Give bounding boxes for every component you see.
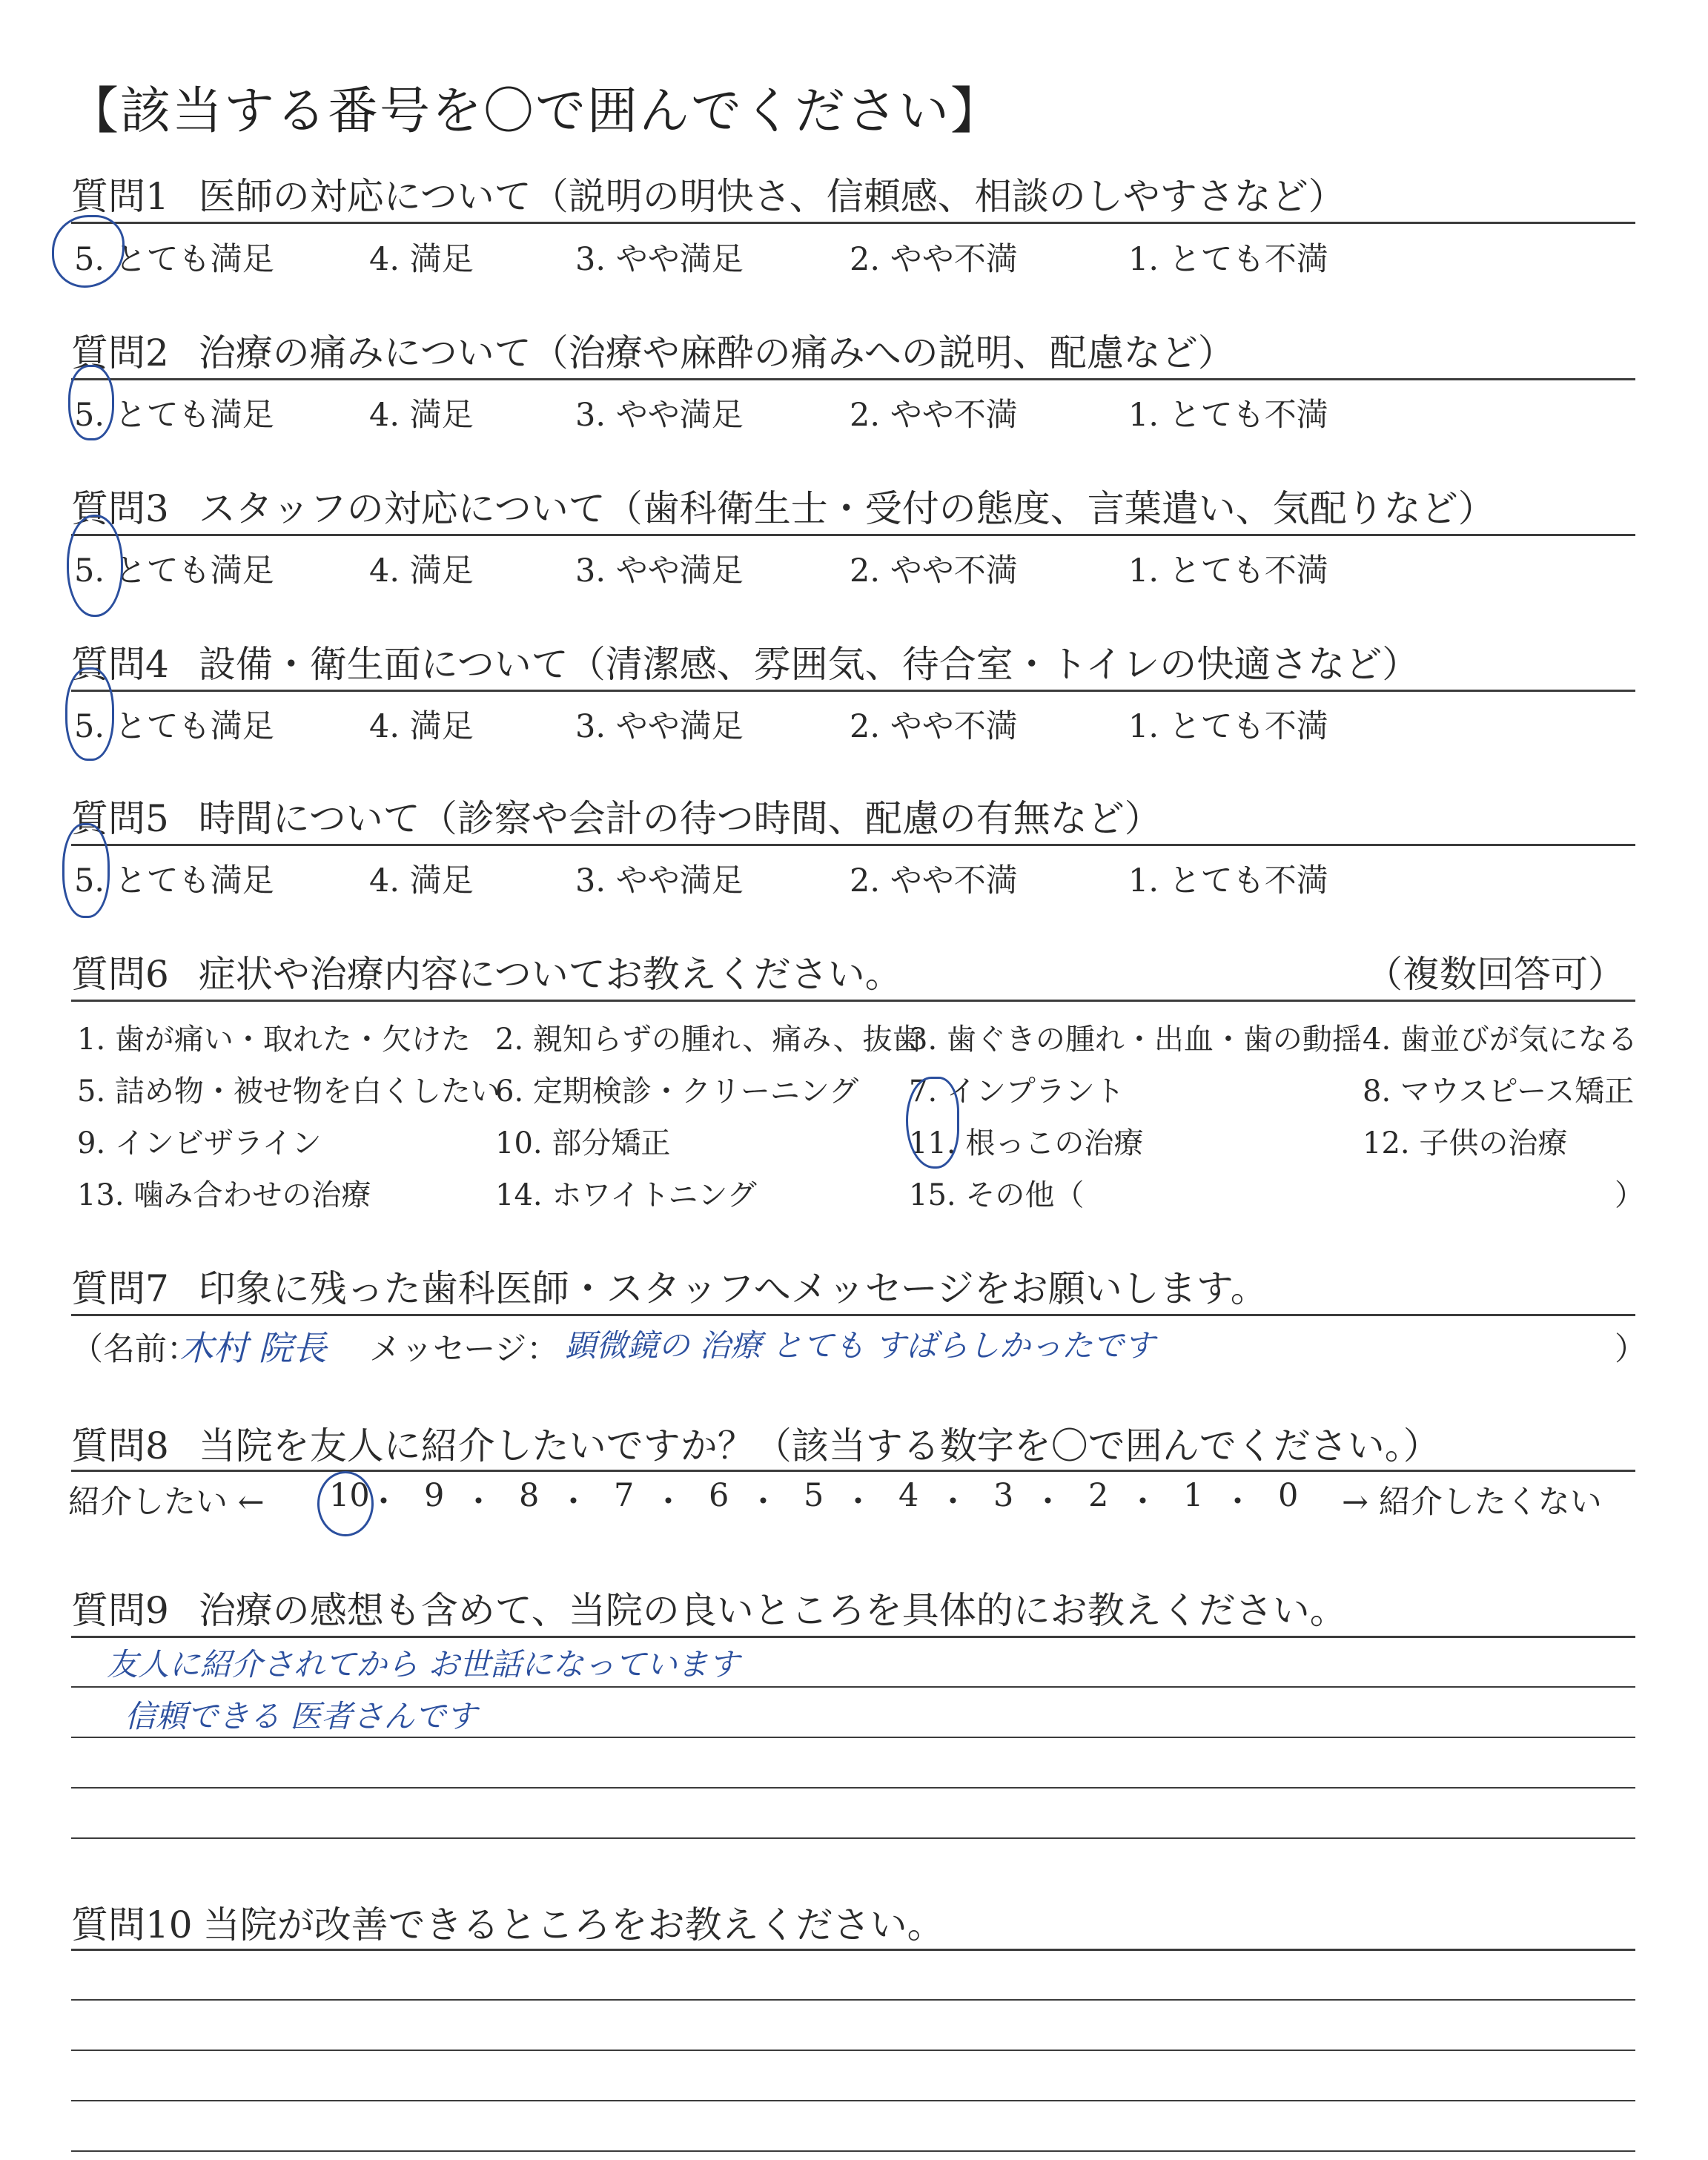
question-7-heading (71, 1259, 1268, 1312)
question-8-text: 当院を友人に紹介したいですか？（該当する数字を〇で囲んでください。） (198, 1424, 1440, 1467)
question-2-label: 質問2 (71, 331, 169, 374)
question-1-label: 質問1 (71, 175, 169, 218)
q7-name-label: （名前： (71, 1331, 199, 1368)
q8-scale-separator: ・ (1127, 1484, 1159, 1521)
q8-scale-2[interactable]: 2 (1088, 1477, 1109, 1514)
question-6-rule (71, 1000, 1635, 1002)
question-7-label: 質問7 (71, 1267, 169, 1310)
q5-option-4[interactable]: 4. 満足 (369, 862, 474, 899)
q3-option-5[interactable]: 5. とても満足 (74, 552, 274, 589)
question-10-text: 当院が改善できるところをお教えください。 (202, 1903, 944, 1946)
q4-option-4[interactable]: 4. 満足 (369, 708, 474, 745)
q8-scale-separator: ・ (557, 1484, 589, 1521)
q4-option-3[interactable]: 3. やや満足 (575, 708, 744, 745)
q8-scale-separator: ・ (368, 1484, 400, 1521)
question-1-rule (71, 222, 1635, 224)
q8-scale-8[interactable]: 8 (519, 1477, 540, 1514)
q8-scale-separator: ・ (1032, 1484, 1064, 1521)
q9-answer-text-1[interactable]: 友人に紹介されてから お世話になっています (107, 1646, 740, 1682)
q8-scale-0[interactable]: 0 (1278, 1477, 1299, 1514)
q5-option-2[interactable]: 2. やや不満 (850, 862, 1018, 899)
q4-option-5[interactable]: 5. とても満足 (74, 708, 274, 745)
q3-option-2[interactable]: 2. やや不満 (850, 552, 1018, 589)
question-7-rule (71, 1314, 1635, 1316)
q6-item-9[interactable]: 9. インビザライン (77, 1126, 322, 1160)
question-10-heading (71, 1895, 944, 1949)
q6-item-14[interactable]: 14. ホワイトニング (495, 1178, 757, 1212)
q6-item-8[interactable]: 8. マウスピース矯正 (1363, 1074, 1635, 1109)
q1-option-4[interactable]: 4. 満足 (369, 241, 474, 278)
question-8-rule (71, 1470, 1635, 1472)
q5-option-1[interactable]: 1. とても不満 (1128, 862, 1328, 899)
q8-scale-3[interactable]: 3 (993, 1477, 1014, 1514)
question-5-rule (71, 844, 1635, 846)
q10-answer-line-1 (71, 1999, 1635, 2001)
question-5-text: 時間について（診察や会計の待つ時間、配慮の有無など） (198, 797, 1162, 840)
question-10-rule (71, 1949, 1635, 1951)
question-9-heading (71, 1581, 1347, 1634)
q1-option-5[interactable]: 5. とても満足 (74, 241, 274, 278)
question-9-rule (71, 1636, 1635, 1638)
q10-answer-line-2 (71, 2050, 1635, 2051)
q2-option-2[interactable]: 2. やや不満 (850, 397, 1018, 434)
question-1-heading (71, 167, 1345, 220)
question-3-rule (71, 534, 1635, 536)
page-title: 【該当する番号を〇で囲んでください】 (68, 82, 1003, 141)
question-4-heading (71, 635, 1419, 688)
q6-item-5[interactable]: 5. 詰め物・被せ物を白くしたい (77, 1074, 500, 1109)
q2-option-5[interactable]: 5. とても満足 (74, 397, 274, 434)
q3-option-4[interactable]: 4. 満足 (369, 552, 474, 589)
q6-item-15-close: ） (1615, 1178, 1644, 1212)
q1-option-2[interactable]: 2. やや不満 (850, 241, 1018, 278)
q10-answer-line-3 (71, 2100, 1635, 2101)
q6-item-7[interactable]: 7. インプラント (909, 1074, 1125, 1109)
question-1-text: 医師の対応について（説明の明快さ、信頼感、相談のしやすさなど） (198, 175, 1345, 218)
q1-option-3[interactable]: 3. やや満足 (575, 241, 744, 278)
question-5-label: 質問5 (71, 797, 169, 840)
q6-item-12[interactable]: 12. 子供の治療 (1363, 1126, 1568, 1160)
q8-scale-5[interactable]: 5 (804, 1477, 824, 1514)
question-6-text: 症状や治療内容についてお教えください。 (198, 953, 902, 996)
q7-close-paren: ） (1615, 1331, 1646, 1368)
question-6-heading (71, 945, 902, 998)
question-2-rule (71, 378, 1635, 380)
q8-scale-separator: ・ (747, 1484, 779, 1521)
q8-scale-separator: ・ (463, 1484, 494, 1521)
q2-option-1[interactable]: 1. とても不満 (1128, 397, 1328, 434)
q1-option-1[interactable]: 1. とても不満 (1128, 241, 1328, 278)
question-9-text: 治療の感想も含めて、当院の良いところを具体的にお教えください。 (198, 1589, 1347, 1632)
question-3-heading (71, 479, 1495, 532)
q6-item-6[interactable]: 6. 定期検診・クリーニング (495, 1074, 859, 1109)
q3-option-1[interactable]: 1. とても不満 (1128, 552, 1328, 589)
question-6-note: （複数回答可） (1366, 953, 1625, 996)
question-6-label: 質問6 (71, 953, 169, 996)
q7-message-label: メッセージ： (369, 1331, 559, 1368)
q2-option-4[interactable]: 4. 満足 (369, 397, 474, 434)
q6-item-4[interactable]: 4. 歯並びが気になる (1363, 1023, 1638, 1057)
q8-scale-separator: ・ (842, 1484, 874, 1521)
q5-option-5[interactable]: 5. とても満足 (74, 862, 274, 899)
question-2-text: 治療の痛みについて（治療や麻酔の痛みへの説明、配慮など） (198, 331, 1235, 374)
question-4-text: 設備・衛生面について（清潔感、雰囲気、待合室・トイレの快適さなど） (198, 643, 1420, 686)
question-4-label: 質問4 (71, 643, 169, 686)
q7-message-value[interactable]: 顕微鏡の 治療 とても すばらしかったです (565, 1327, 1156, 1364)
question-8-label: 質問8 (71, 1424, 169, 1467)
q6-item-1[interactable]: 1. 歯が痛い・取れた・欠けた (77, 1023, 471, 1057)
q8-scale-separator: ・ (652, 1484, 684, 1521)
q9-answer-text-2[interactable]: 信頼できる 医者さんです (125, 1698, 477, 1734)
question-5-heading (71, 789, 1162, 842)
q5-option-3[interactable]: 3. やや満足 (575, 862, 744, 899)
q6-item-15[interactable]: 15. その他（ (909, 1178, 1085, 1212)
q4-option-2[interactable]: 2. やや不満 (850, 708, 1018, 745)
q4-option-1[interactable]: 1. とても不満 (1128, 708, 1328, 745)
q9-answer-line-4 (71, 1837, 1635, 1839)
q8-scale-4[interactable]: 4 (898, 1477, 919, 1514)
q6-item-2[interactable]: 2. 親知らずの腫れ、痛み、抜歯 (495, 1023, 922, 1057)
q6-item-10[interactable]: 10. 部分矯正 (495, 1126, 671, 1160)
question-10-label: 質問10 (71, 1903, 193, 1946)
q9-answer-line-3 (71, 1787, 1635, 1789)
q3-option-3[interactable]: 3. やや満足 (575, 552, 744, 589)
q6-item-11[interactable]: 11. 根っこの治療 (909, 1126, 1144, 1160)
q8-scale-6[interactable]: 6 (709, 1477, 729, 1514)
q7-name-value[interactable]: 木村 院長 (179, 1328, 327, 1368)
q6-item-3[interactable]: 3. 歯ぐきの腫れ・出血・歯の動揺 (909, 1023, 1362, 1057)
q8-scale-separator: ・ (1222, 1484, 1254, 1521)
question-7-text: 印象に残った歯科医師・スタッフへメッセージをお願いします。 (198, 1267, 1268, 1310)
q9-answer-line-2 (71, 1737, 1635, 1738)
q6-item-13[interactable]: 13. 噛み合わせの治療 (77, 1178, 371, 1212)
q9-answer-line-1 (71, 1686, 1635, 1688)
question-8-heading (71, 1416, 1440, 1470)
q8-scale-7[interactable]: 7 (614, 1477, 635, 1514)
q8-left-label: 紹介したい ← (68, 1484, 265, 1521)
q8-scale-9[interactable]: 9 (424, 1477, 445, 1514)
question-3-text: スタッフの対応について（歯科衛生士・受付の態度、言葉遣い、気配りなど） (198, 487, 1495, 530)
q8-scale-separator: ・ (937, 1484, 969, 1521)
question-2-heading (71, 323, 1235, 377)
question-3-label: 質問3 (71, 487, 169, 530)
q2-option-3[interactable]: 3. やや満足 (575, 397, 744, 434)
question-4-rule (71, 690, 1635, 692)
q8-right-label: → 紹介したくない (1342, 1484, 1602, 1521)
question-9-label: 質問9 (71, 1589, 169, 1632)
q8-scale-10[interactable]: 10 (329, 1477, 370, 1514)
q10-answer-line-4 (71, 2150, 1635, 2152)
q8-scale-1[interactable]: 1 (1183, 1477, 1204, 1514)
